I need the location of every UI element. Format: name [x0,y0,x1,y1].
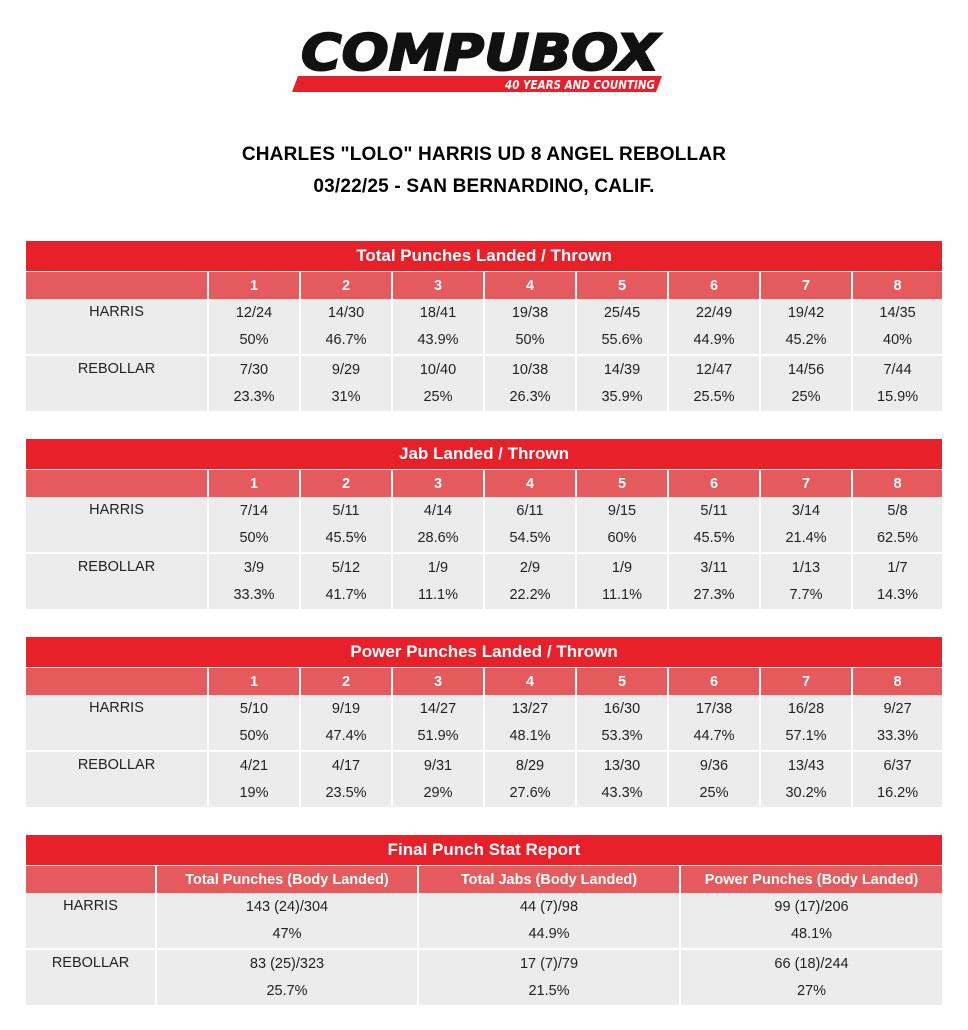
round-number: 4 [484,668,576,696]
round-number: 5 [576,668,668,696]
percentage-cell: 43.9% [392,326,484,355]
landed-thrown-cell: 10/38 [484,355,576,383]
percentage-cell: 16.2% [852,779,942,807]
landed-thrown-cell: 5/11 [300,497,392,524]
final-value-cell: 99 (17)/206 [680,893,942,920]
percentage-cell: 27.3% [668,581,760,609]
round-number: 8 [852,668,942,696]
round-number: 3 [392,668,484,696]
percentage-cell: 25.7% [156,977,418,1005]
percentage-cell: 15.9% [852,383,942,411]
landed-thrown-cell: 13/27 [484,695,576,722]
landed-thrown-cell: 18/41 [392,299,484,326]
landed-thrown-cell: 5/10 [208,695,300,722]
landed-thrown-cell: 10/40 [392,355,484,383]
corner-cell [26,668,208,696]
percentage-cell: 47.4% [300,722,392,751]
percentage-cell: 40% [852,326,942,355]
landed-thrown-cell: 4/14 [392,497,484,524]
percentage-cell: 41.7% [300,581,392,609]
round-header-row [26,470,942,498]
percentage-cell: 25% [760,383,852,411]
landed-thrown-cell: 14/30 [300,299,392,326]
fighter-name: REBOLLAR [26,949,156,1005]
landed-thrown-cell: 5/11 [668,497,760,524]
landed-thrown-cell: 16/30 [576,695,668,722]
percentage-cell: 47% [156,920,418,949]
percentage-cell: 19% [208,779,300,807]
round-number: 7 [760,470,852,498]
percentage-cell: 33.3% [208,581,300,609]
landed-thrown-cell: 6/11 [484,497,576,524]
percentage-cell: 22.2% [484,581,576,609]
final-value-cell: 83 (25)/323 [156,949,418,977]
landed-thrown-cell: 7/44 [852,355,942,383]
percentage-cell: 54.5% [484,524,576,553]
landed-thrown-cell: 9/15 [576,497,668,524]
percentage-cell: 25.5% [668,383,760,411]
table-title: Final Punch Stat Report [26,835,942,866]
jab-table [26,439,942,609]
round-number: 4 [484,470,576,498]
landed-thrown-cell: 22/49 [668,299,760,326]
landed-thrown-cell: 4/21 [208,751,300,779]
percentage-cell: 50% [208,524,300,553]
fighter-total-row [26,893,942,920]
table-title-row [26,241,942,272]
fighter-landed-row [26,695,942,722]
percentage-cell: 7.7% [760,581,852,609]
percentage-cell: 25% [668,779,760,807]
percentage-cell: 45.2% [760,326,852,355]
percentage-cell: 50% [208,326,300,355]
landed-thrown-cell: 3/14 [760,497,852,524]
landed-thrown-cell: 12/24 [208,299,300,326]
round-number: 1 [208,272,300,300]
landed-thrown-cell: 6/37 [852,751,942,779]
final-column-header: Total Jabs (Body Landed) [418,866,680,894]
percentage-cell: 27.6% [484,779,576,807]
percentage-cell: 48.1% [484,722,576,751]
landed-thrown-cell: 7/30 [208,355,300,383]
landed-thrown-cell: 19/42 [760,299,852,326]
table-title: Power Punches Landed / Thrown [26,637,942,668]
fight-title: CHARLES "LOLO" HARRIS UD 8 ANGEL REBOLLAR [241,144,727,165]
round-header-row [26,668,942,696]
landed-thrown-cell: 14/39 [576,355,668,383]
round-number: 5 [576,272,668,300]
percentage-cell: 23.3% [208,383,300,411]
percentage-cell: 48.1% [680,920,942,949]
percentage-cell: 44.9% [418,920,680,949]
round-number: 2 [300,470,392,498]
landed-thrown-cell: 16/28 [760,695,852,722]
round-number: 1 [208,470,300,498]
table-title-row [26,637,942,668]
landed-thrown-cell: 9/31 [392,751,484,779]
power-punches-table [26,637,942,807]
final-value-cell: 44 (7)/98 [418,893,680,920]
landed-thrown-cell: 17/38 [668,695,760,722]
percentage-cell: 43.3% [576,779,668,807]
landed-thrown-cell: 13/30 [576,751,668,779]
landed-thrown-cell: 14/56 [760,355,852,383]
percentage-cell: 25% [392,383,484,411]
fighter-name: HARRIS [26,893,156,949]
landed-thrown-cell: 3/11 [668,553,760,581]
fighter-landed-row [26,299,942,326]
percentage-cell: 21.4% [760,524,852,553]
landed-thrown-cell: 8/29 [484,751,576,779]
round-header-row [26,272,942,300]
landed-thrown-cell: 9/19 [300,695,392,722]
fighter-pct-row [26,920,942,949]
round-number: 6 [668,668,760,696]
round-number: 4 [484,272,576,300]
percentage-cell: 11.1% [392,581,484,609]
percentage-cell: 33.3% [852,722,942,751]
percentage-cell: 11.1% [576,581,668,609]
percentage-cell: 44.9% [668,326,760,355]
round-number: 6 [668,470,760,498]
total-punches-table [26,241,942,411]
landed-thrown-cell: 14/35 [852,299,942,326]
round-number: 2 [300,272,392,300]
landed-thrown-cell: 12/47 [668,355,760,383]
percentage-cell: 23.5% [300,779,392,807]
landed-thrown-cell: 1/13 [760,553,852,581]
logo-brand-text: COMPUBOX [301,24,662,82]
round-number: 6 [668,272,760,300]
fighter-name: REBOLLAR [26,751,208,807]
percentage-cell: 14.3% [852,581,942,609]
landed-thrown-cell: 7/14 [208,497,300,524]
fight-date-location: 03/22/25 - SAN BERNARDINO, CALIF. [313,176,655,197]
table-title-row [26,439,942,470]
round-number: 3 [392,272,484,300]
percentage-cell: 46.7% [300,326,392,355]
round-number: 5 [576,470,668,498]
percentage-cell: 45.5% [300,524,392,553]
fighter-landed-row [26,497,942,524]
fighter-name: HARRIS [26,695,208,751]
percentage-cell: 57.1% [760,722,852,751]
landed-thrown-cell: 5/12 [300,553,392,581]
fighter-total-row [26,949,942,977]
round-number: 1 [208,668,300,696]
fighter-name: REBOLLAR [26,553,208,609]
round-number: 7 [760,272,852,300]
landed-thrown-cell: 5/8 [852,497,942,524]
percentage-cell: 50% [208,722,300,751]
round-number: 8 [852,272,942,300]
final-column-header: Total Punches (Body Landed) [156,866,418,894]
percentage-cell: 35.9% [576,383,668,411]
percentage-cell: 29% [392,779,484,807]
final-column-header: Power Punches (Body Landed) [680,866,942,894]
landed-thrown-cell: 1/7 [852,553,942,581]
logo-tagline-text: 40 YEARS AND COUNTING [504,78,656,92]
corner-cell [26,272,208,300]
landed-thrown-cell: 4/17 [300,751,392,779]
landed-thrown-cell: 9/36 [668,751,760,779]
percentage-cell: 27% [680,977,942,1005]
fighter-name: HARRIS [26,299,208,355]
percentage-cell: 51.9% [392,722,484,751]
table-title-row [26,835,942,866]
compubox-logo-graphic [290,18,670,96]
round-number: 8 [852,470,942,498]
fighter-landed-row [26,553,942,581]
table-title: Total Punches Landed / Thrown [26,241,942,272]
landed-thrown-cell: 13/43 [760,751,852,779]
percentage-cell: 60% [576,524,668,553]
fighter-name: REBOLLAR [26,355,208,411]
round-number: 3 [392,470,484,498]
compubox-logo [290,18,670,96]
percentage-cell: 28.6% [392,524,484,553]
landed-thrown-cell: 25/45 [576,299,668,326]
round-number: 7 [760,668,852,696]
landed-thrown-cell: 2/9 [484,553,576,581]
percentage-cell: 45.5% [668,524,760,553]
corner-cell [26,866,156,894]
percentage-cell: 62.5% [852,524,942,553]
final-value-cell: 17 (7)/79 [418,949,680,977]
landed-thrown-cell: 9/29 [300,355,392,383]
landed-thrown-cell: 1/9 [576,553,668,581]
percentage-cell: 44.7% [668,722,760,751]
final-punch-stat-table [26,835,942,1005]
fighter-pct-row [26,977,942,1005]
landed-thrown-cell: 1/9 [392,553,484,581]
round-number: 2 [300,668,392,696]
fighter-landed-row [26,355,942,383]
corner-cell [26,470,208,498]
final-value-cell: 66 (18)/244 [680,949,942,977]
fighter-name: HARRIS [26,497,208,553]
percentage-cell: 53.3% [576,722,668,751]
landed-thrown-cell: 9/27 [852,695,942,722]
percentage-cell: 31% [300,383,392,411]
percentage-cell: 50% [484,326,576,355]
final-column-header-row [26,866,942,894]
final-value-cell: 143 (24)/304 [156,893,418,920]
fighter-landed-row [26,751,942,779]
landed-thrown-cell: 14/27 [392,695,484,722]
landed-thrown-cell: 19/38 [484,299,576,326]
table-title: Jab Landed / Thrown [26,439,942,470]
percentage-cell: 26.3% [484,383,576,411]
percentage-cell: 30.2% [760,779,852,807]
percentage-cell: 21.5% [418,977,680,1005]
percentage-cell: 55.6% [576,326,668,355]
landed-thrown-cell: 3/9 [208,553,300,581]
